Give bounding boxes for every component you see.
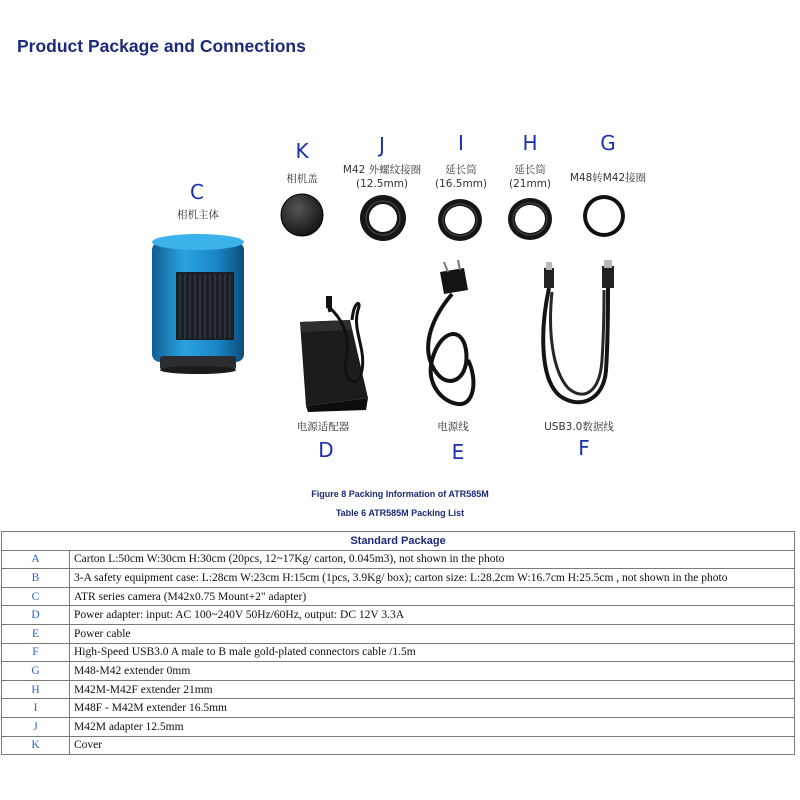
table-row bbox=[2, 550, 795, 569]
item-name-c: 相机主体 bbox=[177, 209, 219, 221]
row-code: H bbox=[2, 680, 70, 699]
row-code: G bbox=[2, 662, 70, 681]
camera-cap-image bbox=[281, 194, 323, 236]
table-row bbox=[2, 587, 795, 606]
table-row bbox=[2, 680, 795, 699]
item-name-k: 相机盖 bbox=[286, 173, 318, 185]
table-row bbox=[2, 643, 795, 662]
item-letter-j: J bbox=[379, 133, 385, 157]
row-code: A bbox=[2, 550, 70, 569]
table-row bbox=[2, 624, 795, 643]
row-code: I bbox=[2, 699, 70, 718]
row-desc: M42M adapter 12.5mm bbox=[70, 717, 795, 736]
item-letter-g: G bbox=[600, 131, 616, 155]
item-name-e: 电源线 bbox=[437, 421, 469, 433]
row-code: K bbox=[2, 736, 70, 755]
row-desc: Cover bbox=[70, 736, 795, 755]
item-name-j: M42 外螺纹接圈 bbox=[342, 164, 422, 176]
table-row bbox=[2, 662, 795, 681]
packing-list-table bbox=[1, 531, 795, 755]
item-name-d: 电源适配器 bbox=[296, 421, 350, 433]
power-cable-image bbox=[428, 260, 473, 404]
item-letter-k: K bbox=[295, 139, 309, 163]
table-row bbox=[2, 699, 795, 718]
row-desc: Power cable bbox=[70, 624, 795, 643]
row-code: C bbox=[2, 587, 70, 606]
item-letter-d: D bbox=[318, 438, 334, 462]
table-row bbox=[2, 606, 795, 625]
item-name-i: 延长筒 bbox=[445, 164, 477, 176]
row-desc: M48F - M42M extender 16.5mm bbox=[70, 699, 795, 718]
table-row bbox=[2, 569, 795, 588]
extension-tube-16-image bbox=[438, 199, 482, 241]
item-name-h: 延长筒 bbox=[514, 164, 546, 176]
row-code: B bbox=[2, 569, 70, 588]
m48-m42-ring-image bbox=[583, 195, 625, 237]
row-desc: 3-A safety equipment case: L:28cm W:23cm H:15cm (1pcs, 3.9Kg/ box); carton size: L:28.2cm W:16.7cm H:25.5cm , not shown in the photo bbox=[70, 569, 795, 588]
camera-body-image bbox=[152, 234, 244, 374]
row-desc: ATR series camera (M42x0.75 Mount+2" adapter) bbox=[70, 587, 795, 606]
item-letter-f: F bbox=[578, 436, 590, 460]
table-header: Standard Package bbox=[2, 532, 795, 551]
table-row bbox=[2, 717, 795, 736]
row-code: D bbox=[2, 606, 70, 625]
item-letter-i: I bbox=[458, 131, 464, 155]
row-desc: M48-M42 extender 0mm bbox=[70, 662, 795, 681]
item-name-f: USB3.0数据线 bbox=[544, 421, 614, 433]
item-letter-h: H bbox=[522, 131, 538, 155]
item-letter-e: E bbox=[451, 440, 465, 464]
row-desc: Carton L:50cm W:30cm H:30cm (20pcs, 12~17Kg/ carton, 0.045m3), not shown in the photo bbox=[70, 550, 795, 569]
row-desc: Power adapter: input: AC 100~240V 50Hz/60Hz, output: DC 12V 3.3A bbox=[70, 606, 795, 625]
table-caption: Table 6 ATR585M Packing List bbox=[335, 508, 465, 518]
item-size-h: (21mm) bbox=[508, 178, 551, 190]
row-desc: High-Speed USB3.0 A male to B male gold-plated connectors cable /1.5m bbox=[70, 643, 795, 662]
row-code: F bbox=[2, 643, 70, 662]
item-name-g: M48转M42接圈 bbox=[569, 172, 647, 184]
item-size-j: (12.5mm) bbox=[355, 178, 409, 190]
row-code: J bbox=[2, 717, 70, 736]
row-code: E bbox=[2, 624, 70, 643]
table-row bbox=[2, 736, 795, 755]
extension-tube-21-image bbox=[508, 198, 552, 240]
power-adapter-image bbox=[300, 296, 368, 412]
item-size-i: (16.5mm) bbox=[434, 178, 488, 190]
item-letter-c: C bbox=[190, 180, 204, 204]
usb-cable-image bbox=[543, 260, 614, 402]
row-desc: M42M-M42F extender 21mm bbox=[70, 680, 795, 699]
m42-adapter-image bbox=[360, 195, 406, 241]
page-heading: Product Package and Connections bbox=[17, 36, 306, 56]
figure-caption: Figure 8 Packing Information of ATR585M bbox=[311, 489, 489, 499]
